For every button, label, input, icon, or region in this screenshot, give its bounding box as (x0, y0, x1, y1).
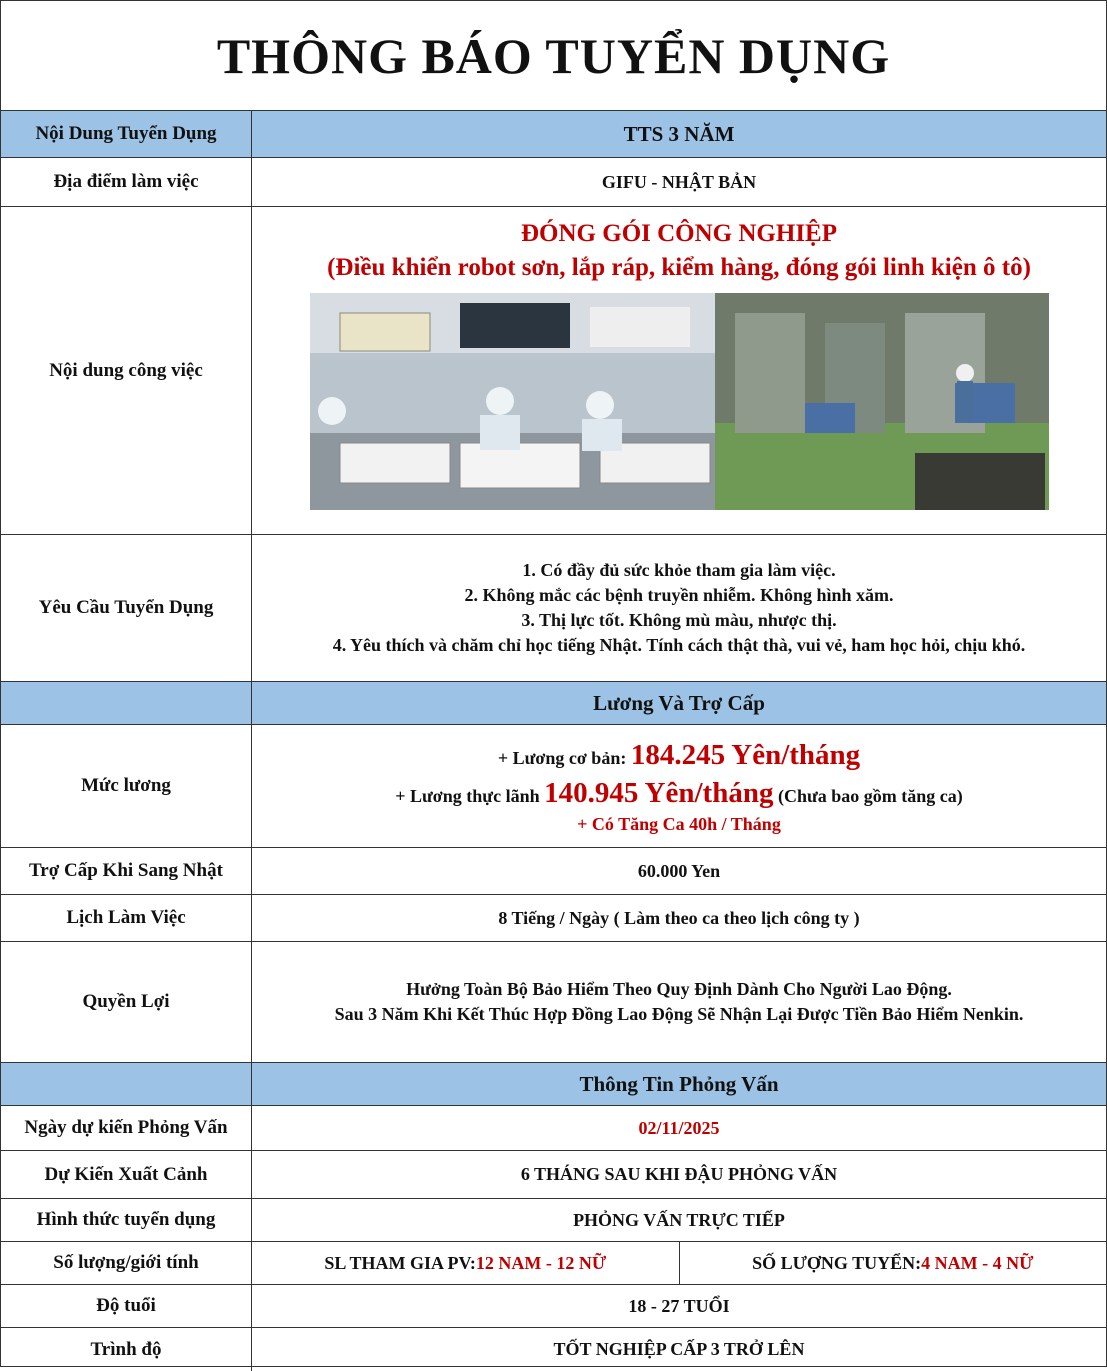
salary-section-title: Lương Và Trợ Cấp (593, 690, 765, 715)
allowance-value: 60.000 Yen (637, 860, 721, 881)
form-label: Hình thức tuyển dụng (1, 1199, 252, 1241)
net-salary-note: (Chưa bao gồm tăng ca) (773, 785, 963, 806)
age-label: Độ tuổi (1, 1285, 252, 1327)
factory-photo (310, 293, 1049, 510)
job-subtitle: (Điều khiển robot sơn, lắp ráp, kiểm hàng, đóng gói linh kiện ô tô) (327, 254, 1031, 281)
allowance-label: Trợ Cấp Khi Sang Nhật (1, 848, 252, 894)
schedule-value: 8 Tiếng / Ngày ( Làm theo ca theo lịch công ty ) (498, 907, 860, 928)
net-salary-prefix: + Lương thực lãnh (395, 785, 545, 806)
salary-details (252, 725, 1106, 847)
interview-quantity-value: 12 NAM - 12 NỮ (475, 1252, 607, 1273)
base-salary-line (498, 738, 860, 776)
net-salary-value: 140.945 Yên/tháng (544, 776, 774, 809)
location-label: Địa điểm làm việc (1, 158, 252, 206)
requirement-item: 2. Không mắc các bệnh truyền nhiễm. Không hình xăm. (464, 585, 894, 605)
recruit-content-value: TTS 3 NĂM (623, 121, 735, 146)
benefit-item: Sau 3 Năm Khi Kết Thúc Hợp Đồng Lao Động Sẽ Nhận Lại Được Tiền Bảo Hiểm Nenkin. (334, 1004, 1024, 1024)
salary-label: Mức lương (1, 725, 252, 847)
requirement-item: 1. Có đầy đủ sức khỏe tham gia làm việc. (522, 560, 836, 580)
form-value: PHỎNG VẤN TRỰC TIẾP (573, 1209, 785, 1230)
education-label: Trình độ (1, 1328, 252, 1371)
base-salary-prefix: + Lương cơ bản: (497, 747, 631, 768)
interview-section-header (1, 1063, 1106, 1106)
schedule-label: Lịch Làm Việc (1, 895, 252, 941)
allowance-row (1, 848, 1106, 895)
base-salary-value: 184.245 Yên/tháng (630, 738, 861, 771)
form-row (1, 1199, 1106, 1242)
interview-quantity (252, 1242, 679, 1284)
salary-section-header (1, 682, 1106, 725)
benefits-list (252, 942, 1106, 1062)
benefit-item: Hưởng Toàn Bộ Bảo Hiểm Theo Quy Định Dành Cho Người Lao Động. (406, 979, 952, 999)
interview-section-title: Thông Tin Phỏng Vấn (579, 1071, 779, 1096)
salary-row (1, 725, 1106, 848)
assembly-line-photo (310, 293, 715, 510)
location-value: GIFU - NHẬT BẢN (601, 171, 757, 192)
quantity-values (252, 1242, 1106, 1284)
hire-quantity-prefix: SỐ LƯỢNG TUYỂN: (752, 1252, 922, 1273)
requirement-item: 4. Yêu thích và chăm chỉ học tiếng Nhật. Tính cách thật thà, vui vẻ, ham học hỏi, chịu khó. (332, 635, 1026, 655)
factory-floor-photo (715, 293, 1049, 510)
location-row (1, 158, 1106, 207)
job-title: ĐÓNG GÓI CÔNG NGHIỆP (521, 220, 837, 247)
departure-value: 6 THÁNG SAU KHI ĐẬU PHỎNG VẤN (520, 1164, 838, 1184)
interview-date-row (1, 1106, 1106, 1151)
benefits-row (1, 942, 1106, 1063)
net-salary-line (395, 776, 963, 814)
recruit-content-row (1, 111, 1106, 158)
requirement-item: 3. Thị lực tốt. Không mù màu, nhược thị. (521, 610, 837, 630)
requirements-list (252, 535, 1106, 681)
requirements-row (1, 535, 1106, 682)
interview-date-label: Ngày dự kiến Phỏng Vấn (1, 1106, 252, 1150)
recruit-content-label: Nội Dung Tuyển Dụng (1, 111, 252, 157)
hire-quantity (679, 1242, 1107, 1284)
page-title: THÔNG BÁO TUYỂN DỤNG (1, 1, 1106, 111)
interview-date-value: 02/11/2025 (638, 1117, 720, 1138)
quantity-row (1, 1242, 1106, 1285)
age-value: 18 - 27 TUỔI (628, 1295, 730, 1316)
departure-label: Dự Kiến Xuất Cảnh (1, 1151, 252, 1198)
quantity-label: Số lượng/giới tính (1, 1242, 252, 1284)
age-row (1, 1285, 1106, 1328)
job-row (1, 207, 1106, 535)
job-label: Nội dung công việc (1, 207, 252, 534)
benefits-label: Quyền Lợi (1, 942, 252, 1062)
departure-row (1, 1151, 1106, 1199)
requirements-label: Yêu Cầu Tuyển Dụng (1, 535, 252, 681)
hire-quantity-value: 4 NAM - 4 NỮ (921, 1252, 1034, 1273)
interview-quantity-prefix: SL THAM GIA PV: (324, 1252, 476, 1273)
schedule-row (1, 895, 1106, 942)
overtime-note: + Có Tăng Ca 40h / Tháng (577, 813, 781, 834)
education-value: TỐT NGHIỆP CẤP 3 TRỞ LÊN (553, 1339, 805, 1359)
education-row (1, 1328, 1106, 1371)
job-content (252, 207, 1106, 534)
